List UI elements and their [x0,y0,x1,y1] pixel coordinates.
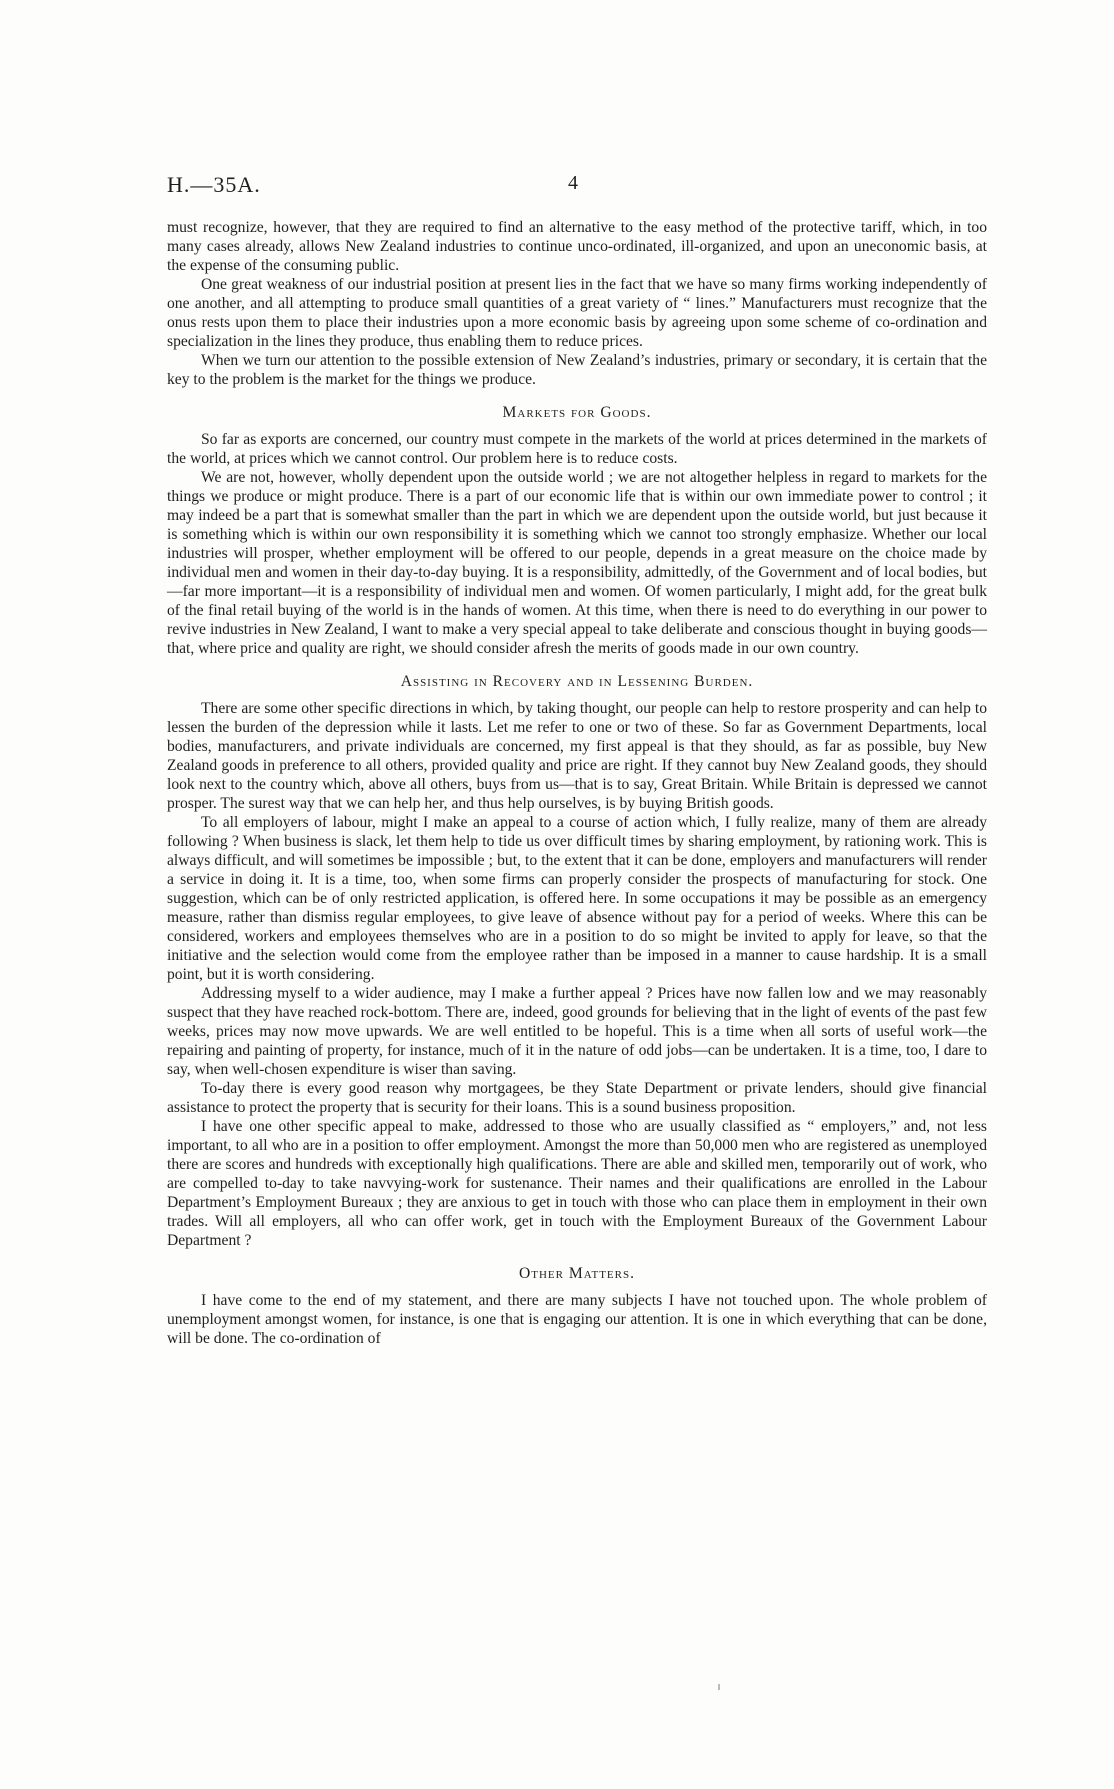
paragraph: There are some other specific directions in which, by taking thought, our people can help to restore prosperity and can help to lessen the burden of the depression while it lasts. Let me refer to one or two of these. So far as Government Departments, local bodies, manufacturers, and private individuals are concerned, my first appeal is that they should, as far as possible, buy New Zealand goods in preference to all others, provided quality and price are right. If they cannot buy New Zealand goods, they should look next to the country which, above all others, buys from us—that is to say, Great Britain. While Britain is depressed we cannot prosper. The surest way that we can help her, and thus help ourselves, is by buying British goods. [167,700,987,812]
paragraph: I have come to the end of my statement, and there are many subjects I have not touched upon. The whole problem of unemployment amongst women, for instance, is one that is engaging our attention. It is one in which everything that can be done, will be done. The co-ordination of [167,1292,987,1347]
section-heading-other-matters: Other Matters. [519,1265,635,1282]
page-header [167,172,987,202]
paragraph: When we turn our attention to the possible extension of New Zealand’s industries, primary or secondary, it is certain that the key to the problem is the market for the things we produce. [167,352,987,388]
paragraph: I have one other specific appeal to make, addressed to those who are usually classified as “ employers,” and, not less important, to all who are in a position to offer employment. Amongst the more than 50,000 men who are registered as unemployed there are scores and hundreds with exceptionally high qualifications. There are able and skilled men, temporarily out of work, who are compelled to-day to take navvying-work for sustenance. Their names and their qualifications are enrolled in the Labour Department’s Employment Bureaux ; they are anxious to get in touch with those who can place them in employment in their own trades. Will all employers, all who can offer work, get in touch with the Employment Bureaux of the Government Labour Department ? [167,1118,987,1249]
scan-mark [718,1684,720,1690]
paragraph: must recognize, however, that they are required to find an alternative to the easy method of the protective tariff, which, in too many cases already, allows New Zealand industries to continue unco-ordinated, ill-organized, and upon an uneconomic basis, at the expense of the consuming public. [167,219,987,274]
paragraph: We are not, however, wholly dependent upon the outside world ; we are not altogether helpless in regard to markets for the things we produce or might produce. There is a part of our economic life that is within our own immediate power to control ; it may indeed be a part that is somewhat smaller than the part in which we are dependent upon the outside world, but just because it is something which is within our own responsibility it is something which we cannot too strongly emphasize. Whether our local industries will prosper, whether employment will be offered to our people, depends in a great measure on the choice made by individual men and women in their day-to-day buying. It is a responsibility, admittedly, of the Government and of local bodies, but—far more important—it is a responsibility of individual men and women. Of women particularly, I might add, for the great bulk of the final retail buying of the world is in the hands of women. At this time, when there is need to do everything in our power to revive industries in New Zealand, I want to make a very special appeal to take deliberate and conscious thought in buying goods—that, where price and quality are right, we should consider afresh the merits of goods made in our own country. [167,469,987,657]
document-reference: H.—35A. [167,172,261,197]
paragraph: Addressing myself to a wider audience, may I make a further appeal ? Prices have now fallen low and we may reasonably suspect that they have reached rock-bottom. There are, indeed, good grounds for believing that in the light of events of the past few weeks, prices may now move upwards. We are well entitled to be hopeful. This is a time when all sorts of useful work—the repairing and painting of property, for instance, much of it in the nature of odd jobs—can be undertaken. It is a time, too, I dare to say, when well-chosen expenditure is wiser than saving. [167,985,987,1078]
paragraph: One great weakness of our industrial position at present lies in the fact that we have so many firms working independently of one another, and all attempting to produce small quantities of a great variety of “ lines.” Manufacturers must recognize that the onus rests upon them to place their industries upon a more economic basis by agreeing upon some scheme of co-ordination and specialization in the lines they produce, thus enabling them to reduce prices. [167,276,987,350]
section-heading-assisting: Assisting in Recovery and in Lessening Burden. [400,673,754,690]
paragraph: To-day there is every good reason why mortgagees, be they State Department or private lenders, should give financial assistance to protect the property that is security for their loans. This is a sound business proposition. [167,1080,987,1116]
page-number: 4 [568,172,578,194]
paragraph: So far as exports are concerned, our country must compete in the markets of the world at prices determined in the markets of the world, at prices which we cannot control. Our problem here is to reduce costs. [167,431,987,467]
section-heading-markets: Markets for Goods. [502,404,652,421]
paragraph: To all employers of labour, might I make an appeal to a course of action which, I fully realize, many of them are already following ? When business is slack, let them help to tide us over difficult times by sharing employment, by rationing work. This is always difficult, and will sometimes be impossible ; but, to the extent that it can be done, employers and manufacturers will render a service in doing it. It is a time, too, when some firms can properly consider the prospects of manufacturing for stock. One suggestion, which can be of only restricted application, is offered here. In some occupations it may be possible as an emergency measure, rather than dismiss regular employees, to give leave of absence without pay for a period of weeks. Where this can be considered, workers and employees themselves who are in a position to do so might be invited to apply for leave, so that the initiative and the selection would come from the employee rather than be imposed in a manner to cause hardship. It is a small point, but it is worth considering. [167,814,987,983]
document-body [167,218,987,1348]
